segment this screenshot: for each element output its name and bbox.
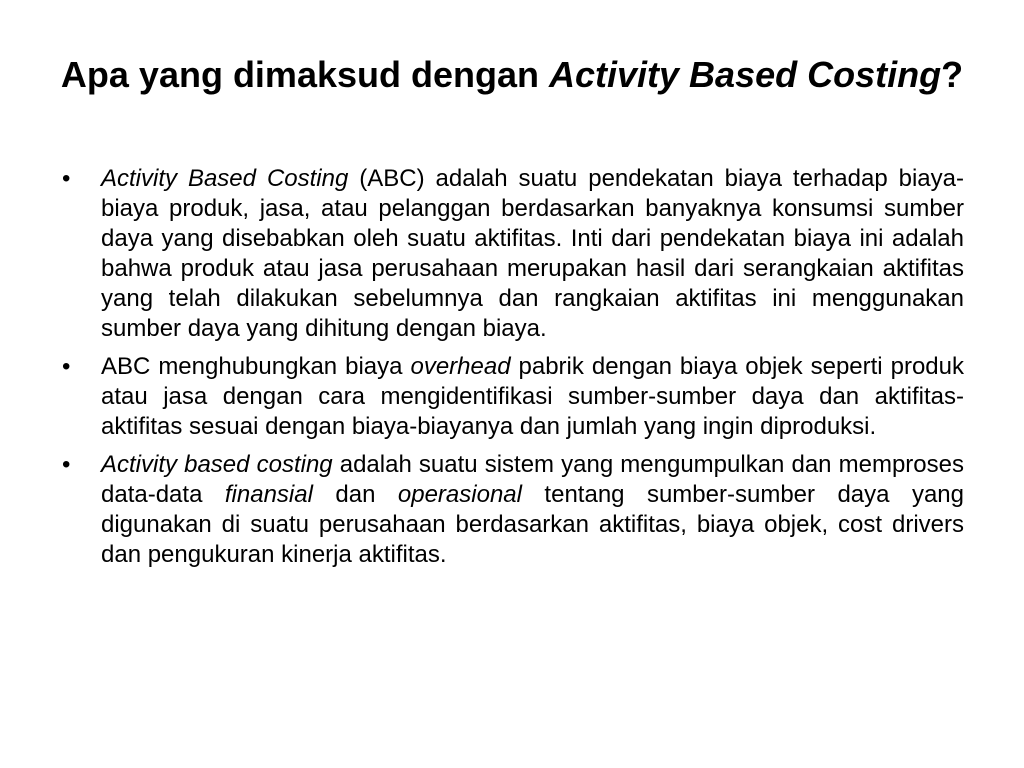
bullet-text xyxy=(101,451,964,568)
title-italic: Activity Based Costing xyxy=(549,54,942,95)
bullet-text-italic: finansial xyxy=(224,481,313,508)
slide-title xyxy=(60,50,964,100)
bullet-text-italic: Activity based costing xyxy=(101,451,333,478)
title-suffix: ? xyxy=(941,54,964,95)
bullet-marker: • xyxy=(62,165,71,192)
bullet-marker: • xyxy=(62,353,71,380)
bullet-text-italic: Activity Based Costing xyxy=(101,165,349,192)
bullet-text-regular: pabrik dengan biaya objek seperti produk atau jasa dengan cara mengidentifikasi sumber-sumber daya dan aktifitas-aktifitas sesuai dengan biaya-biayanya dan jumlah yang ingin diproduksi. xyxy=(101,353,964,440)
bullet-list xyxy=(60,164,964,578)
bullet-text xyxy=(101,353,964,440)
bullet-item xyxy=(60,352,964,442)
bullet-text-italic: operasional xyxy=(397,481,522,508)
bullet-text-regular: (ABC) adalah suatu pendekatan biaya terhadap biaya-biaya produk, jasa, atau pelanggan berdasarkan banyaknya konsumsi sumber daya yang disebabkan oleh suatu aktifitas. Inti dari pendekatan biaya ini adalah bahwa produk atau jasa perusahaan merupakan hasil dari serangkaian aktifitas yang telah dilakukan sebelumnya dan rangkaian aktifitas ini menggunakan sumber daya yang dihitung dengan biaya. xyxy=(101,165,964,342)
bullet-item xyxy=(60,164,964,344)
bullet-text-regular: tentang sumber-sumber daya yang digunakan di suatu perusahaan berdasarkan aktifitas, biaya objek, cost drivers dan pengukuran kinerja aktifitas. xyxy=(101,481,964,568)
bullet-text-regular: adalah suatu sistem yang mengumpulkan dan memproses data-data xyxy=(101,451,964,508)
bullet-text xyxy=(101,165,964,342)
bullet-text-italic: overhead xyxy=(410,353,511,380)
bullet-marker: • xyxy=(62,451,71,478)
bullet-text-regular: ABC menghubungkan biaya xyxy=(101,353,411,380)
bullet-text-regular: dan xyxy=(312,481,398,508)
title-prefix: Apa yang dimaksud dengan xyxy=(60,54,549,95)
bullet-item xyxy=(60,450,964,570)
